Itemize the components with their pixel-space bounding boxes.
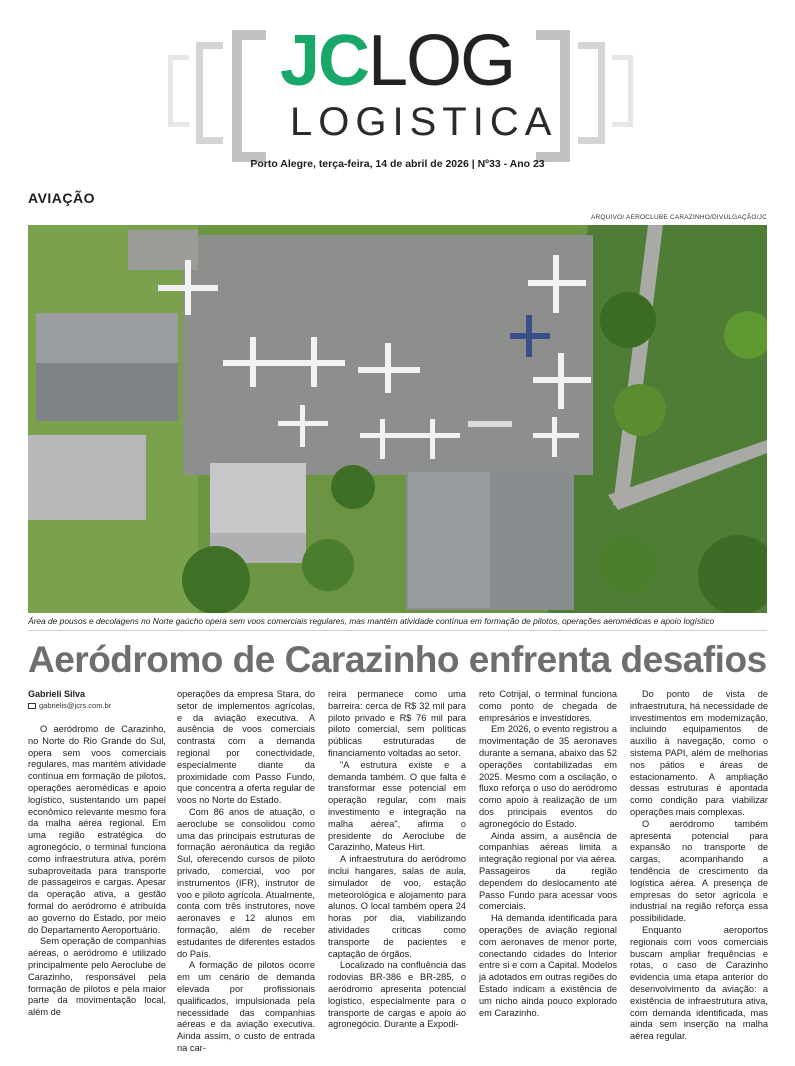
logo-jc: JC: [280, 21, 369, 101]
paragraph: operações da empresa Stara, do setor de implementos agrícolas, e da aviação executiva. A ausência de voos comerciais contrasta com a demanda regional por conectividade, especialmente diante da proximidade com Passo Fundo, que concentra a oferta regular de voos no Norte do Estado.: [177, 689, 315, 806]
aerial-photo[interactable]: [28, 225, 767, 613]
divider: [28, 630, 767, 631]
paragraph: Do ponto de vista de infraestrutura, há necessidade de investimentos em modernização, incluindo equipamentos de auxílio à navegação, como o sistema PAPI, além de melhorias nos pátios e áreas de estacionamento. A ampliação dessas estruturas é apontada como condição para viabilizar operações mais complexas.: [630, 689, 768, 817]
aerial-photo-illustration: [28, 225, 767, 613]
article-column-1: [28, 724, 166, 1019]
photo-credit: ARQUIVO/ AEROCLUBE CARAZINHO/DIVULGAÇÃO/JC: [591, 214, 767, 221]
paragraph: Sem operação de companhias aéreas, o aeródromo é utilizado principalmente pelo Aeroclube de Carazinho, responsável pela formação de pilotos e pela maior parte da movimentação local, além de: [28, 936, 166, 1018]
bracket-decoration: [196, 42, 223, 144]
logo-subtitle: LOGISTICA: [290, 100, 558, 144]
photo-caption: Área de pousos e decolagens no Norte gaúcho opera sem voos comerciais regulares, mas mantém atividade contínua em formação de pilotos, operações aeromédicas e apoio logístico: [28, 616, 715, 626]
paragraph: Há demanda identificada para operações de aviação regional com aeronaves de menor porte, conectando cidades do Interior entre si e com a Capital. Modelos já adotados em outras regiões do Estado indicam a existência de um nicho ainda pouco explorado em Carazinho.: [479, 913, 617, 1018]
article-column-5: [630, 689, 768, 1043]
paragraph: O aeródromo de Carazinho, no Norte do Rio Grande do Sul, opera sem voos comerciais regulares, mas mantém atividade contínua em formação de pilotos, operações aeromédicas e apoio logístico, sustentando um papel econômico relevante mesmo fora da malha aérea regional. Em uma região estratégica do agronegócio, o terminal funciona como infraestrutura ativa, porém subaproveitada para transporte de passageiros e cargas. Apesar da operação ativa, a gestão formal do aeródromo é atribuída ao governo do Estado, por meio do Departamento Aeroportuário.: [28, 724, 166, 935]
paragraph: reira permanece como uma barreira: cerca de R$ 32 mil para piloto privado e R$ 76 mil para piloto comercial, sem políticas públicas estruturadas de financiamento voltadas ao setor.: [328, 689, 466, 758]
article-headline: Aeródromo de Carazinho enfrenta desafios: [28, 639, 767, 680]
paragraph: Em 2026, o evento registrou a movimentação de 35 aeronaves durante a semana, abaixo das 52 operações contabilizadas em 2025. Mesmo com a oscilação, o fluxo reforça o uso do aeródromo como apoio à realização de um dos principais eventos do agronegócio do Estado.: [479, 724, 617, 829]
article-column-2: [177, 689, 315, 1055]
bracket-decoration: [612, 55, 633, 127]
envelope-icon: [28, 703, 36, 709]
paragraph: O aeródromo também apresenta potencial para expansão no transporte de cargas, acompanhando a tendência de crescimento da logística aérea. A presença de empresas do setor agrícola e industrial na região reforça essa possibilidade.: [630, 818, 768, 924]
logo[interactable]: [280, 21, 520, 101]
bracket-decoration: [232, 30, 266, 162]
author-name: Gabrieli Silva: [28, 689, 86, 699]
logo-log: LOG: [368, 21, 515, 101]
paragraph: A infraestrutura do aeródromo inclui hangares, salas de aula, simulador de voo, estação meteorológica e alojamento para alunos. O local também opera 24 horas por dia, viabilizando atividades críticas como transporte de pacientes e captação de órgãos.: [328, 854, 466, 959]
paragraph: Localizado na confluência das rodovias BR-386 e BR-285, o aeródromo apresenta potencial logístico, especialmente para o transporte de cargas e apoio ao agronegócio. Durante a Expodi-: [328, 960, 466, 1030]
masthead: [0, 0, 795, 180]
author-email-text: gabrielis@jcrs.com.br: [39, 701, 112, 710]
paragraph: Ainda assim, a ausência de companhias aéreas limita a integração regional por via aérea. Passageiros da região dependem do deslocamento até Passo Fundo para acessar voos comerciais.: [479, 830, 617, 912]
paragraph: Com 86 anos de atuação, o aeroclube se consolidou como uma das principais estruturas de formação aeronáutica da região Sul, oferecendo cursos de piloto privado, comercial, voo por instrumentos (IFR), instrutor de voo e piloto agrícola. Atualmente, conta com três instrutores, nove aeronaves e 12 alunos em formação, além de receber estudantes de diferentes estados do País.: [177, 806, 315, 959]
paragraph: A formação de pilotos ocorre em um cenário de demanda elevada por profissionais qualificados, impulsionada pela necessidade das companhias aéreas e da aviação executiva. Ainda assim, o custo de entrada na car-: [177, 960, 315, 1053]
article-column-4: [479, 689, 617, 1019]
bracket-decoration: [578, 42, 605, 144]
author-email[interactable]: [28, 701, 111, 710]
article-column-3: [328, 689, 466, 1031]
bracket-decoration: [536, 30, 570, 162]
paragraph: Enquanto aeroportos regionais com voos comerciais buscam ampliar frequências e rotas, o caso de Carazinho evidencia uma etapa anterior do desenvolvimento da aviação: a existência de infraestrutura ativa, com demanda identificada, mas ainda sem inserção na malha aérea regular.: [630, 924, 768, 1042]
section-label: AVIAÇÃO: [28, 190, 96, 206]
paragraph: "A estrutura existe e a demanda também. O que falta é transformar esse potencial em operação regular, com mais investimento e integração na malha aérea", afirma o presidente do Aeroclube de Carazinho, Mateus Hirt.: [328, 759, 466, 853]
bracket-decoration: [168, 55, 189, 127]
paragraph: reto Cotrijal, o terminal funciona como ponto de chegada de empresários e investidores.: [479, 689, 617, 723]
dateline: Porto Alegre, terça-feira, 14 de abril de 2026 | Nº33 - Ano 23: [250, 158, 545, 170]
